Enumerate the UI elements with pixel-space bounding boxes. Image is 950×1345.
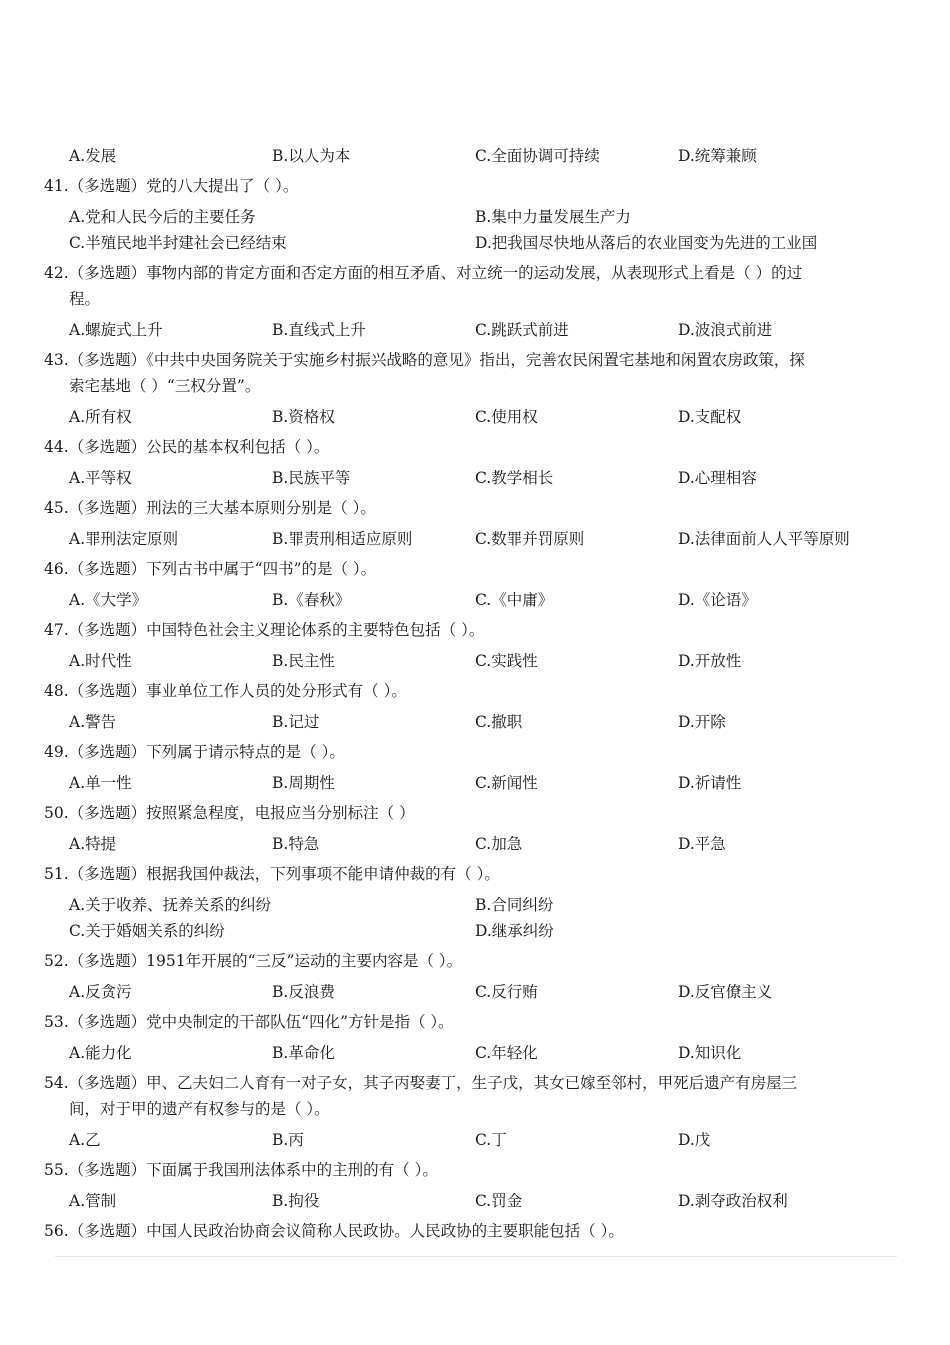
q52-option-b: B.反浪费 xyxy=(272,983,335,1001)
q53-stem: 53.（多选题）党中央制定的干部队伍“四化”方针是指（ ）。 xyxy=(44,1013,454,1031)
q40-option-a: A.发展 xyxy=(69,147,117,165)
footer-divider xyxy=(55,1256,897,1257)
q40-option-c: C.全面协调可持续 xyxy=(475,147,600,165)
q55-option-c: C.罚金 xyxy=(475,1192,523,1210)
q49-option-d: D.祈请性 xyxy=(678,774,742,792)
q55-stem: 55.（多选题）下面属于我国刑法体系中的主刑的有（ ）。 xyxy=(44,1161,438,1179)
q42-option-d: D.波浪式前进 xyxy=(678,321,773,339)
q41-option-d: D.把我国尽快地从落后的农业国变为先进的工业国 xyxy=(475,234,818,252)
q43-option-a: A.所有权 xyxy=(69,408,132,426)
q54-option-c: C.丁 xyxy=(475,1131,507,1149)
q43-option-d: D.支配权 xyxy=(678,408,742,426)
q48-option-c: C.撤职 xyxy=(475,713,523,731)
q54-option-b: B.丙 xyxy=(272,1131,304,1149)
q47-option-a: A.时代性 xyxy=(69,652,132,670)
q40-option-d: D.统筹兼顾 xyxy=(678,147,757,165)
q50-option-c: C.加急 xyxy=(475,835,523,853)
q41-option-b: B.集中力量发展生产力 xyxy=(475,208,631,226)
q50-option-b: B.特急 xyxy=(272,835,320,853)
q51-option-b: B.合同纠纷 xyxy=(475,896,554,914)
q44-option-a: A.平等权 xyxy=(69,469,132,487)
q44-stem: 44.（多选题）公民的基本权利包括（ ）。 xyxy=(44,438,330,456)
q51-option-c: C.关于婚姻关系的纠纷 xyxy=(69,922,225,940)
q45-option-c: C.数罪并罚原则 xyxy=(475,530,585,548)
q41-stem: 41.（多选题）党的八大提出了（ ）。 xyxy=(44,177,299,195)
q49-option-c: C.新闻性 xyxy=(475,774,538,792)
q50-option-a: A.特提 xyxy=(69,835,117,853)
q48-option-b: B.记过 xyxy=(272,713,320,731)
q43-stem-cont: 索宅基地（ ）“三权分置”。 xyxy=(69,377,261,395)
q52-option-a: A.反贪污 xyxy=(69,983,132,1001)
q45-option-a: A.罪刑法定原则 xyxy=(69,530,179,548)
q43-option-c: C.使用权 xyxy=(475,408,538,426)
q47-option-d: D.开放性 xyxy=(678,652,742,670)
q41-option-c: C.半殖民地半封建社会已经结束 xyxy=(69,234,287,252)
q44-option-b: B.民族平等 xyxy=(272,469,351,487)
q48-option-a: A.警告 xyxy=(69,713,117,731)
q54-stem: 54.（多选题）甲、乙夫妇二人育有一对子女，其子丙娶妻丁，生子戊，其女已嫁至邻村，甲死后遗产有房屋三 xyxy=(44,1074,798,1092)
q46-option-d: D.《论语》 xyxy=(678,591,757,609)
q46-option-c: C.《中庸》 xyxy=(475,591,554,609)
q55-option-b: B.拘役 xyxy=(272,1192,320,1210)
q52-option-d: D.反官僚主义 xyxy=(678,983,773,1001)
q42-option-c: C.跳跃式前进 xyxy=(475,321,569,339)
q44-option-c: C.教学相长 xyxy=(475,469,554,487)
q50-stem: 50.（多选题）按照紧急程度，电报应当分别标注（ ） xyxy=(44,804,415,822)
q45-option-b: B.罪责刑相适应原则 xyxy=(272,530,413,548)
q48-option-d: D.开除 xyxy=(678,713,726,731)
q50-option-d: D.平急 xyxy=(678,835,726,853)
q42-stem: 42.（多选题）事物内部的肯定方面和否定方面的相互矛盾、对立统一的运动发展，从表现形式上看是（ ）的过 xyxy=(44,264,803,282)
q46-option-a: A.《大学》 xyxy=(69,591,148,609)
q51-stem: 51.（多选题）根据我国仲裁法，下列事项不能申请仲裁的有（ ）。 xyxy=(44,865,500,883)
q46-stem: 46.（多选题）下列古书中属于“四书”的是（ ）。 xyxy=(44,560,377,578)
q44-option-d: D.心理相容 xyxy=(678,469,757,487)
q51-option-a: A.关于收养、抚养关系的纠纷 xyxy=(69,896,272,914)
q42-option-a: A.螺旋式上升 xyxy=(69,321,163,339)
q52-option-c: C.反行贿 xyxy=(475,983,538,1001)
q49-stem: 49.（多选题）下列属于请示特点的是（ ）。 xyxy=(44,743,345,761)
q43-stem: 43.（多选题）《中共中央国务院关于实施乡村振兴战略的意见》指出，完善农民闲置宅基地和闲置农房政策，探 xyxy=(44,351,805,369)
q46-option-b: B.《春秋》 xyxy=(272,591,351,609)
q51-option-d: D.继承纠纷 xyxy=(475,922,554,940)
q53-option-a: A.能力化 xyxy=(69,1044,132,1062)
q53-option-c: C.年轻化 xyxy=(475,1044,538,1062)
q55-option-a: A.管制 xyxy=(69,1192,117,1210)
q54-stem-cont: 间，对于甲的遗产有权参与的是（ ）。 xyxy=(69,1100,330,1118)
q54-option-a: A.乙 xyxy=(69,1131,101,1149)
q42-stem-cont: 程。 xyxy=(69,290,101,308)
q47-option-b: B.民主性 xyxy=(272,652,335,670)
q45-option-d: D.法律面前人人平等原则 xyxy=(678,530,850,548)
q48-stem: 48.（多选题）事业单位工作人员的处分形式有（ ）。 xyxy=(44,682,407,700)
q53-option-d: D.知识化 xyxy=(678,1044,742,1062)
q52-stem: 52.（多选题）1951年开展的“三反”运动的主要内容是（ ）。 xyxy=(44,952,463,970)
q45-stem: 45.（多选题）刑法的三大基本原则分别是（ ）。 xyxy=(44,499,376,517)
q41-option-a: A.党和人民今后的主要任务 xyxy=(69,208,256,226)
q40-option-b: B.以人为本 xyxy=(272,147,351,165)
q53-option-b: B.革命化 xyxy=(272,1044,335,1062)
q47-stem: 47.（多选题）中国特色社会主义理论体系的主要特色包括（ ）。 xyxy=(44,621,485,639)
q49-option-b: B.周期性 xyxy=(272,774,335,792)
q42-option-b: B.直线式上升 xyxy=(272,321,366,339)
q55-option-d: D.剥夺政治权利 xyxy=(678,1192,788,1210)
q54-option-d: D.戊 xyxy=(678,1131,711,1149)
q56-stem: 56.（多选题）中国人民政治协商会议简称人民政协。人民政协的主要职能包括（ ）。 xyxy=(44,1222,624,1240)
q47-option-c: C.实践性 xyxy=(475,652,538,670)
q43-option-b: B.资格权 xyxy=(272,408,335,426)
q49-option-a: A.单一性 xyxy=(69,774,132,792)
